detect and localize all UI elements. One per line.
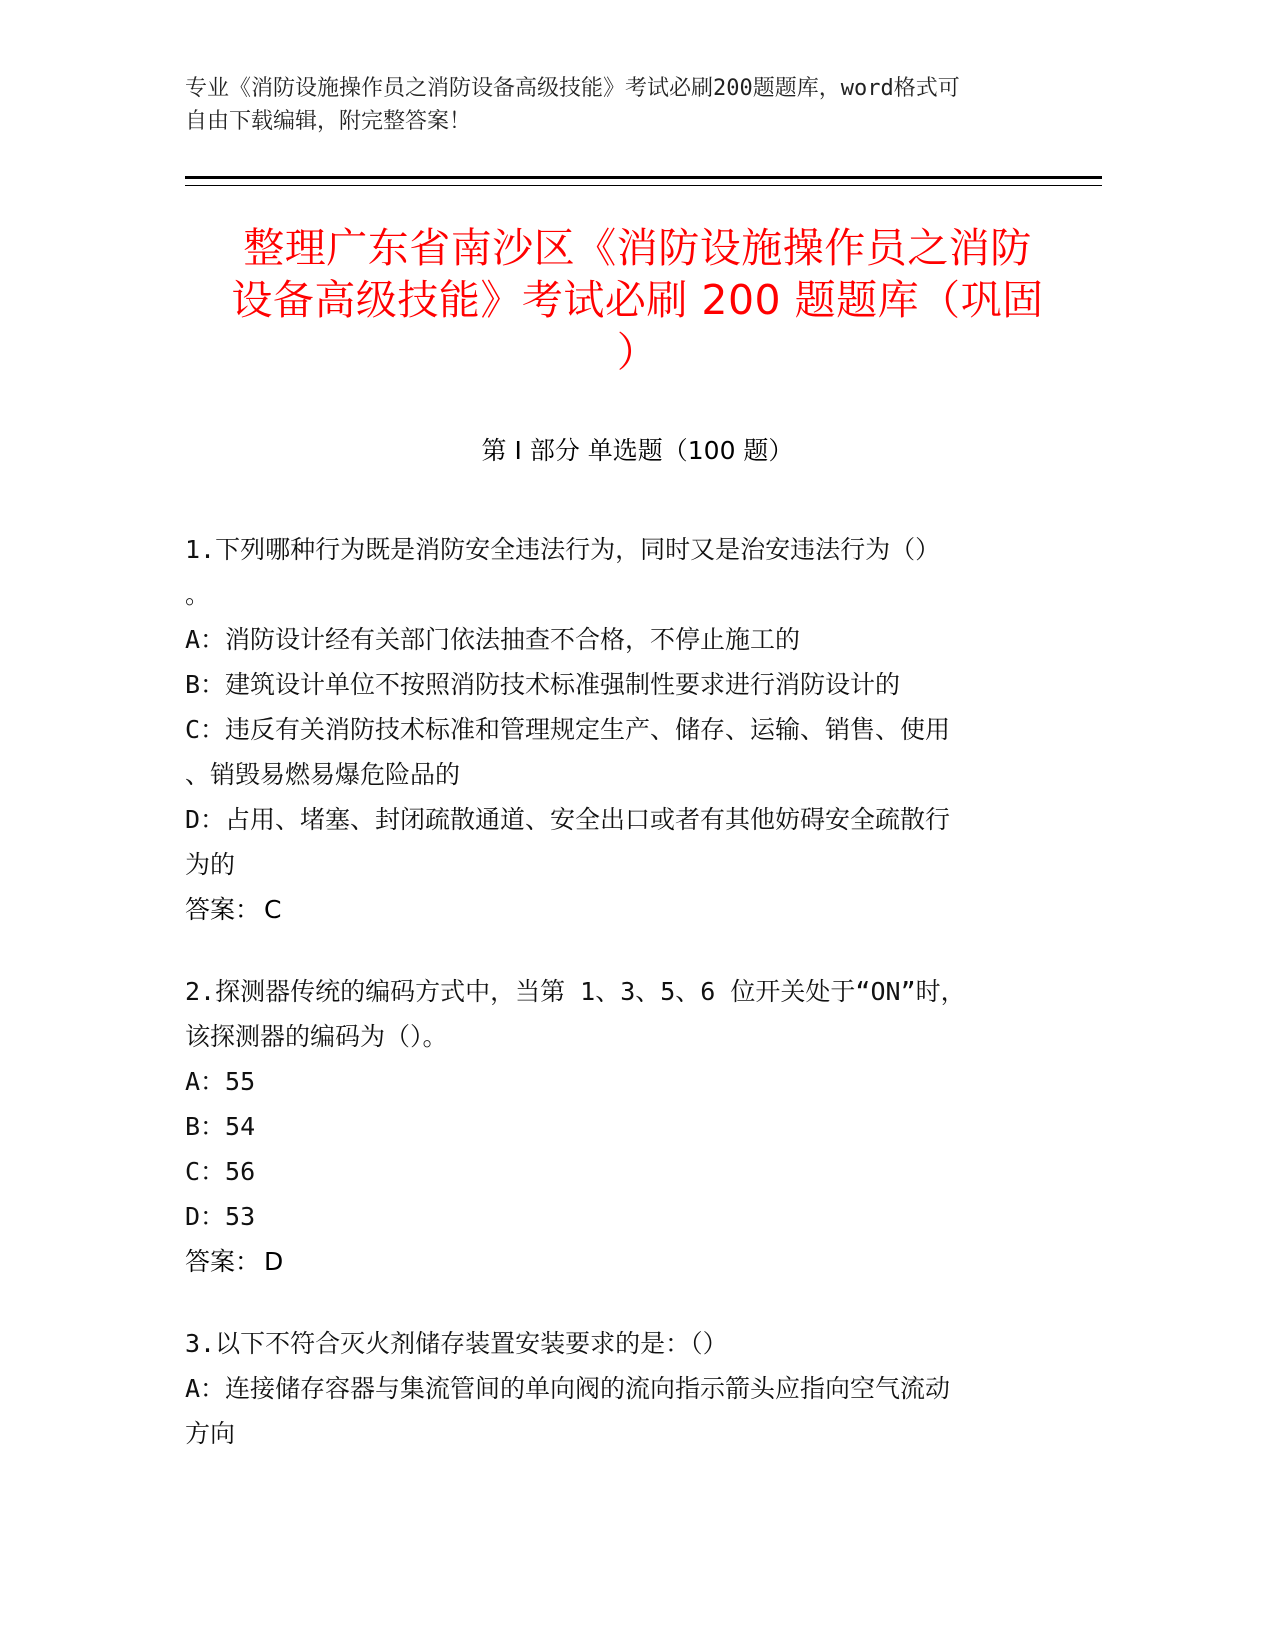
question-list [185,527,1065,1493]
question-text: 该探测器的编码为（）。 [185,1022,448,1051]
question-text: 。 [185,580,211,609]
answer-value: C [264,895,282,924]
question-item [185,969,1065,1284]
answer-label: 答案： [185,895,261,924]
header-note [185,72,1065,138]
header-divider-thin [185,185,1102,186]
answer-option: B：54 [185,1112,256,1141]
document-title-line: 设备高级技能》考试必刷 200 题题库（巩固 [231,276,1044,324]
header-note-line: 专业《消防设施操作员之消防设备高级技能》考试必刷200题题库，word格式可 [185,76,960,101]
answer-option: C：违反有关消防技术标准和管理规定生产、储存、运输、销售、使用 [185,715,951,744]
question-item [185,527,1065,932]
answer-line [185,887,1065,932]
document-title-line: 整理广东省南沙区《消防设施操作员之消防 [243,224,1032,272]
question-text: 2.探测器传统的编码方式中，当第 1、3、5、6 位开关处于“ON”时， [185,977,966,1006]
header-divider-thick [185,176,1102,179]
header-note-line: 自由下载编辑，附完整答案！ [185,109,472,134]
answer-value: D [264,1247,284,1276]
answer-option: A：55 [185,1067,256,1096]
answer-line [185,1239,1065,1284]
answer-option: 方向 [185,1419,236,1448]
answer-option: C：56 [185,1157,256,1186]
answer-option: 为的 [185,850,236,879]
question-text: 3.以下不符合灭火剂储存装置安装要求的是：（） [185,1329,728,1358]
answer-option: A：消防设计经有关部门依法抽查不合格，不停止施工的 [185,625,801,654]
answer-label: 答案： [185,1247,261,1276]
section-title: 第 I 部分 单选题（100 题） [481,436,794,465]
document-title-line: ） [616,328,659,376]
question-text: 1.下列哪种行为既是消防安全违法行为，同时又是治安违法行为（） [185,535,941,564]
answer-option: D：占用、堵塞、封闭疏散通道、安全出口或者有其他妨碍安全疏散行 [185,805,951,834]
question-item [185,1321,1065,1456]
answer-option: A：连接储存容器与集流管间的单向阀的流向指示箭头应指向空气流动 [185,1374,951,1403]
answer-option: B：建筑设计单位不按照消防技术标准强制性要求进行消防设计的 [185,670,901,699]
document-title [185,222,1090,378]
answer-option: D：53 [185,1202,256,1231]
answer-option: 、销毁易燃易爆危险品的 [185,760,461,789]
